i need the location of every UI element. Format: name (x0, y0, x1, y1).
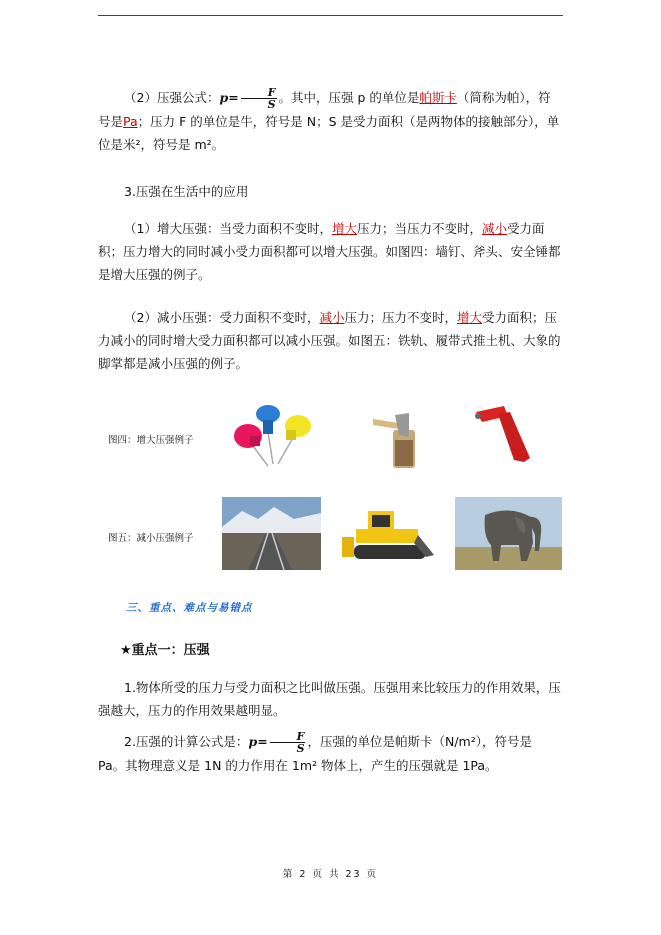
increase-pressure-paragraph (98, 217, 563, 286)
underlined-term: Pa (123, 114, 138, 129)
keypoint-line-1: 1.物体所受的压力与受力面积之比叫做压强。压强用来比较压力的作用效果，压强越大，压力的作用效果越明显。 (98, 680, 561, 718)
formula-numerator: F (270, 731, 306, 743)
text: 2.压强的计算公式是： (124, 734, 249, 749)
text: ，压强的单位是帕斯卡（N/m²），符号是 Pa。其物理意义是 1N 的力作用在 1m² 物体上，产生的压强就是 1Pa。 (98, 734, 532, 773)
figure4-label: 图四：增大压强例子 (108, 435, 194, 446)
formula-numerator: F (241, 87, 277, 99)
formula-paragraph (98, 86, 563, 156)
axe-image (365, 405, 435, 470)
formula-symbol-p: p (248, 734, 258, 749)
formula-denominator: S (267, 98, 276, 111)
formula-fraction (241, 87, 277, 110)
formula-equals: = (228, 90, 239, 105)
text: ；压力 F 的单位是牛，符号是 N；S 是受力面积（是两物体的接触部分），单位是米²，符号是 m²。 (98, 114, 560, 152)
text: 压力；压力不变时， (344, 310, 457, 325)
keypoint-1-heading: ★重点一：压强 (120, 643, 210, 658)
bulldozer-image (338, 497, 438, 570)
underlined-term: 帕斯卡 (419, 90, 457, 105)
underlined-term: 增大 (331, 221, 357, 236)
keypoint-line-2 (98, 730, 563, 777)
underlined-term: 减小 (482, 221, 508, 236)
formula-denominator: S (296, 742, 305, 755)
text: 受力面积；压力增大的同时减小受力面积都可以增大压强。如图四：墙钉、斧头、安全锤都是增大压强的例子。 (98, 221, 561, 282)
formula-symbol-p: p (219, 90, 229, 105)
decrease-pressure-paragraph (98, 306, 563, 375)
text: （2）压强公式： (124, 90, 220, 105)
text: 受力面积；压力减小的同时增大受力面积都可以减小压强。如图五：铁轨、履带式推土机、大象的脚掌都是减小压强的例子。 (98, 310, 561, 371)
text: （简称为帕），符号是 (98, 90, 551, 129)
figure5-label: 图五：减小压强例子 (108, 533, 194, 544)
text: 压力；当压力不变时， (356, 221, 482, 236)
pushpins-image (228, 402, 318, 472)
heading-3: 3.压强在生活中的应用 (124, 184, 249, 199)
header-rule (98, 15, 563, 16)
underlined-term: 增大 (457, 310, 483, 325)
text: （1）增大压强：当受力面积不变时， (124, 221, 332, 236)
text: （2）减小压强：受力面积不变时， (124, 310, 320, 325)
formula-fraction (270, 731, 306, 754)
text: 。其中，压强 p 的单位是 (278, 90, 420, 105)
section-title: 三、重点、难点与易错点 (126, 602, 253, 614)
railway-image (222, 497, 321, 570)
underlined-term: 减小 (319, 310, 345, 325)
elephant-image (455, 497, 562, 570)
safety-hammer-image (470, 400, 550, 470)
page-footer: 第 2 页 共 23 页 (282, 869, 379, 880)
formula-equals: = (257, 734, 268, 749)
